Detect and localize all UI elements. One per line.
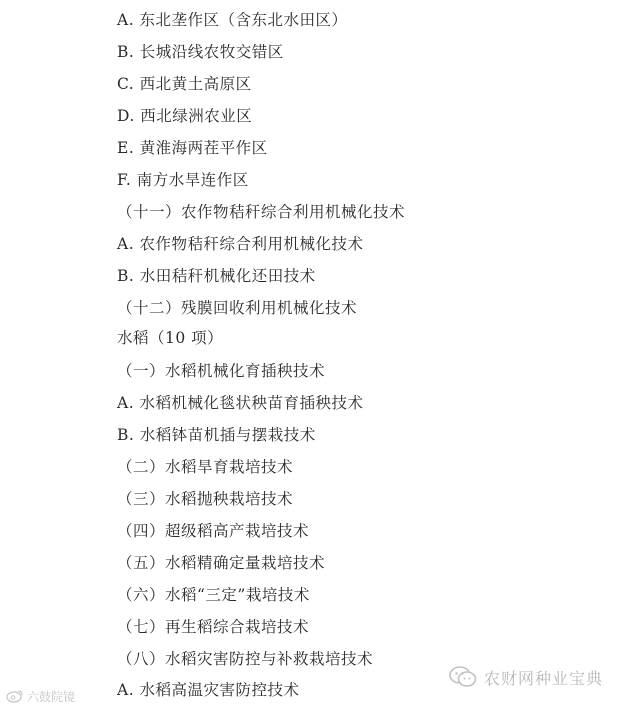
watermark-text: 六鼓院镜 <box>27 689 76 704</box>
text-line: D. 西北绿洲农业区 <box>117 107 253 125</box>
wechat-icon <box>448 665 478 689</box>
section-heading: （二）水稻旱育栽培技术 <box>117 458 294 476</box>
section-heading: （十一）农作物秸秆综合利用机械化技术 <box>117 203 406 221</box>
section-heading: （十二）残膜回收利用机械化技术 <box>117 299 358 317</box>
text-line: F. 南方水旱连作区 <box>117 171 249 189</box>
section-heading: （七）再生稻综合栽培技术 <box>117 618 310 636</box>
text-line: A. 水稻机械化毯状秧苗育插秧技术 <box>117 394 364 412</box>
section-heading: （三）水稻抛秧栽培技术 <box>117 490 294 508</box>
text-line: A. 水稻高温灾害防控技术 <box>117 681 300 699</box>
section-heading: （一）水稻机械化育插秧技术 <box>117 362 326 380</box>
text-line: A. 农作物秸秆综合利用机械化技术 <box>117 235 364 253</box>
watermark-right <box>448 663 603 691</box>
text-line: B. 水稻钵苗机插与摆栽技术 <box>117 426 316 444</box>
section-heading: （五）水稻精确定量栽培技术 <box>117 554 326 572</box>
section-heading: （六）水稻“三定”栽培技术 <box>117 586 310 604</box>
section-heading: （八）水稻灾害防控与补救栽培技术 <box>117 650 374 668</box>
text-line: E. 黄淮海两茬平作区 <box>117 139 268 157</box>
section-heading: （四）超级稻高产栽培技术 <box>117 522 310 540</box>
text-line: A. 东北垄作区（含东北水田区） <box>117 11 348 29</box>
text-line: B. 长城沿线农牧交错区 <box>117 43 284 61</box>
watermark-left <box>6 686 75 706</box>
watermark-text: 农财网种业宝典 <box>484 668 604 688</box>
category-heading: 水稻（10 项） <box>117 329 224 347</box>
text-line: C. 西北黄土高原区 <box>117 75 252 93</box>
text-line: B. 水田秸秆机械化还田技术 <box>117 267 316 285</box>
weibo-icon <box>6 689 24 703</box>
